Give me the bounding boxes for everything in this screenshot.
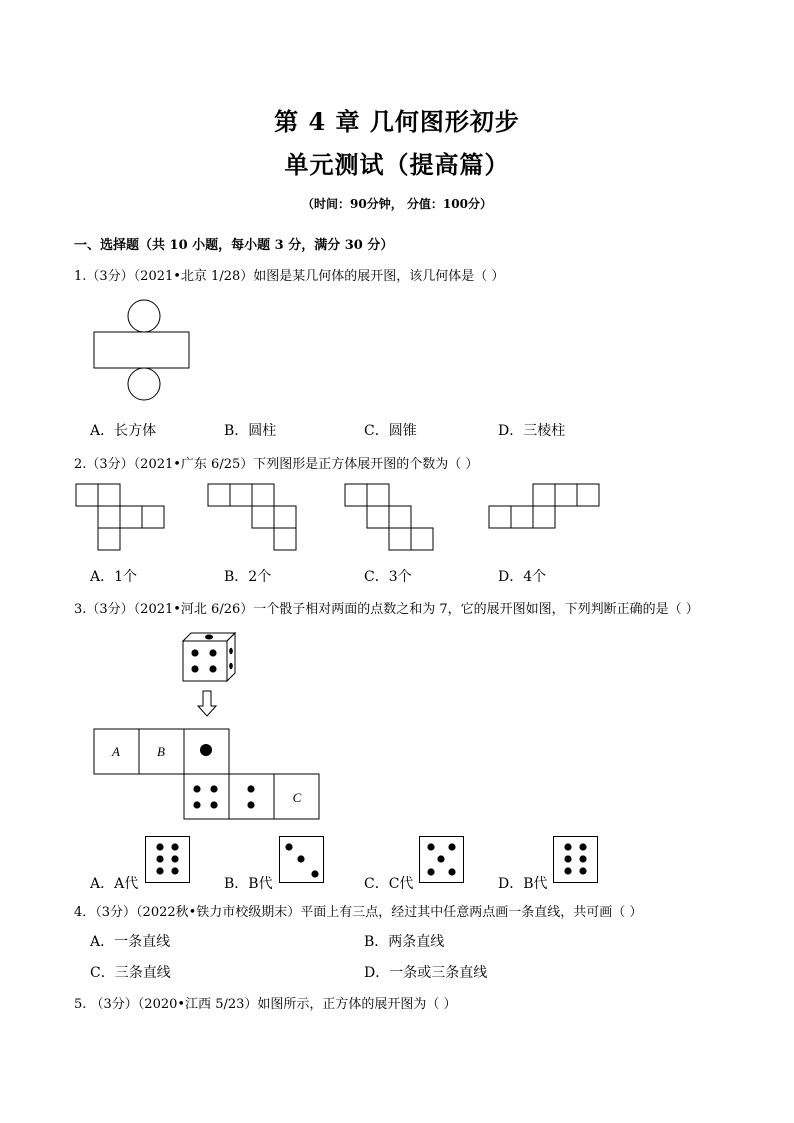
q3-option-c[interactable]: C．C代 <box>364 876 414 892</box>
q2-option-c[interactable]: C．3个 <box>364 569 412 585</box>
q3-dice-net-figure <box>94 729 320 821</box>
question-1: 1.（3分）（2021•北京 1/28）如图是某几何体的展开图，该几何体是（ ） <box>74 269 505 284</box>
q3-option-b-die-three <box>279 836 325 884</box>
q1-option-a[interactable]: A．长方体 <box>90 423 157 439</box>
page-title: 第 4 章 几何图形初步 <box>274 107 520 136</box>
q3-option-d[interactable]: D．B代 <box>498 876 548 892</box>
net-label-c: C <box>292 790 302 805</box>
q1-option-c[interactable]: C．圆锥 <box>364 423 417 439</box>
q4-option-b[interactable]: B．两条直线 <box>364 934 445 950</box>
q2-option-d[interactable]: D．4个 <box>498 569 547 585</box>
q2-net-figure-1 <box>76 484 168 554</box>
q2-option-b[interactable]: B．2个 <box>224 569 272 585</box>
down-arrow-icon <box>196 690 218 718</box>
q3-option-a[interactable]: A．A代 <box>90 876 139 892</box>
q3-dice-3d-figure <box>183 633 239 683</box>
q3-option-b[interactable]: B．B代 <box>224 876 273 892</box>
net-label-a: A <box>112 744 120 759</box>
q1-option-d[interactable]: D．三棱柱 <box>498 423 566 439</box>
q3-option-a-die-six <box>145 836 191 884</box>
question-3: 3.（3分）（2021•河北 6/26）一个骰子相对两面的点数之和为 7，它的展开图如图，下列判断正确的是（ ） <box>74 602 699 617</box>
q4-option-a[interactable]: A．一条直线 <box>90 934 171 950</box>
section-heading: 一、选择题（共 10 小题，每小题 3 分，满分 30 分） <box>74 238 394 253</box>
question-5: 5. （3分）（2020•江西 5/23）如图所示，正方体的展开图为（ ） <box>74 997 457 1012</box>
q2-net-figure-4 <box>489 484 603 532</box>
page-subtitle: 单元测试（提高篇） <box>284 150 510 179</box>
question-2: 2.（3分）（2021•广东 6/25）下列图形是正方体展开图的个数为（ ） <box>74 457 479 472</box>
q3-option-d-die-six <box>553 836 599 884</box>
q2-option-a[interactable]: A．1个 <box>90 569 138 585</box>
time-info: （时间：90分钟， 分值：100分） <box>302 197 492 211</box>
q2-net-figure-2 <box>208 484 300 554</box>
q4-option-c[interactable]: C．三条直线 <box>90 965 171 981</box>
q1-option-b[interactable]: B．圆柱 <box>224 423 277 439</box>
q4-option-d[interactable]: D．一条或三条直线 <box>364 965 488 981</box>
q2-net-figure-3 <box>345 484 437 554</box>
net-label-b: B <box>157 744 165 759</box>
q3-option-c-die-five <box>419 836 465 884</box>
q1-net-figure <box>92 298 192 402</box>
question-4: 4．（3分）（2022秋•铁力市校级期末）平面上有三点，经过其中任意两点画一条直线，共可画（ ） <box>74 905 643 920</box>
